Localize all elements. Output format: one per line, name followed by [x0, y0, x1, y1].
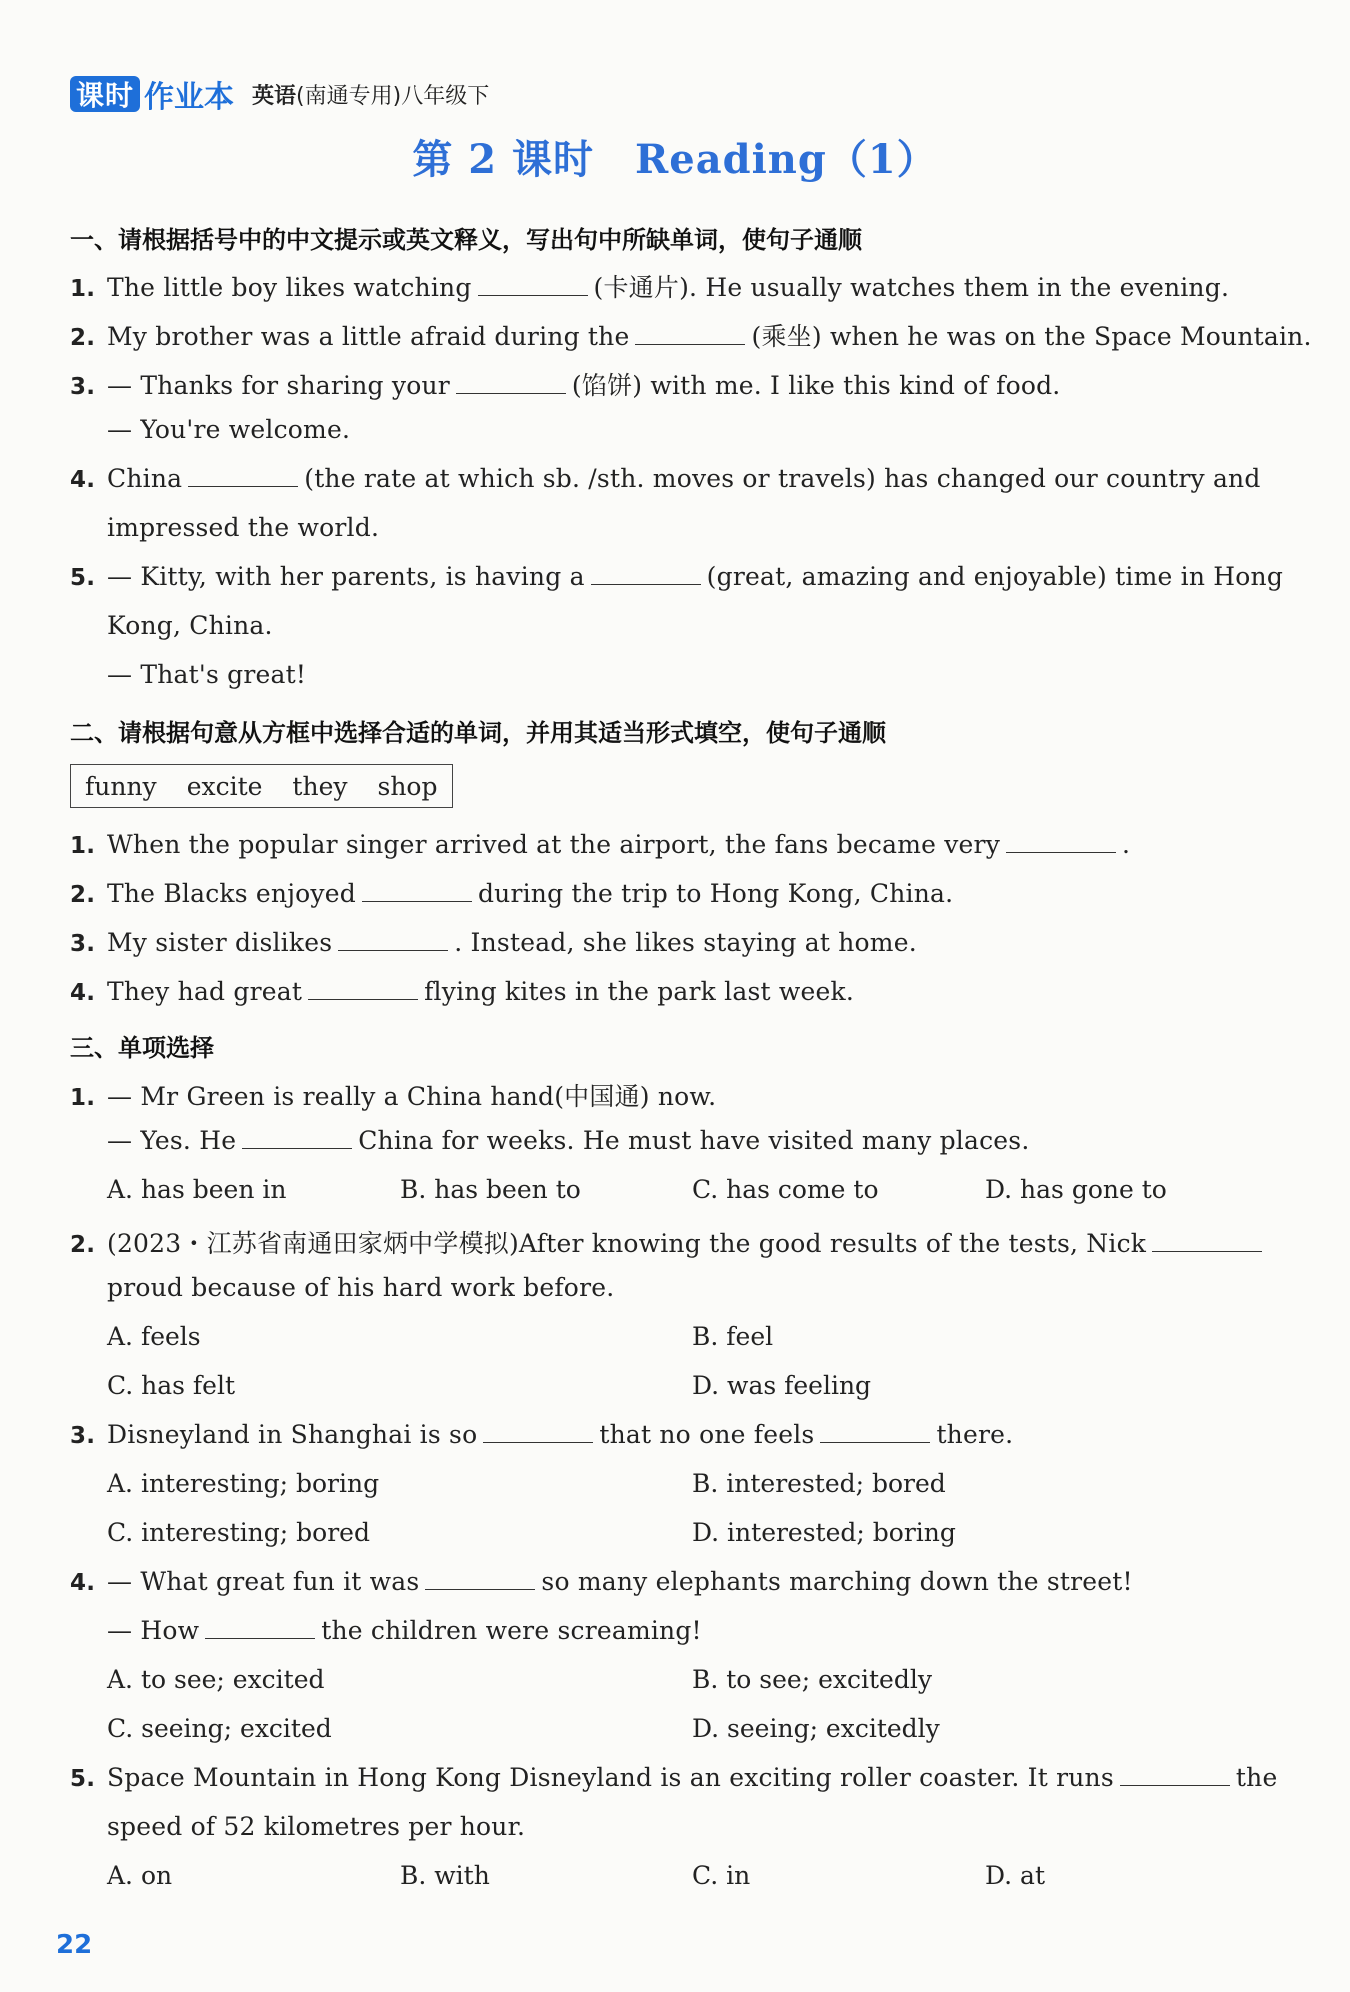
word-option: they: [292, 771, 348, 801]
answer-blank[interactable]: [1152, 1229, 1262, 1252]
p1-q2: 2. My brother was a little afraid during the (乘坐) when he was on the Space Mountain.: [70, 322, 1312, 351]
p3-q4-reply: — How the children were screaming!: [107, 1616, 702, 1645]
p3-q2-cont: proud because of his hard work before.: [107, 1273, 615, 1302]
section-3-heading: 三、单项选择: [70, 1034, 214, 1062]
answer-blank[interactable]: [1006, 830, 1116, 853]
page-header: [70, 72, 489, 116]
option-a[interactable]: A. on: [107, 1861, 173, 1890]
p1-q3: 3. — Thanks for sharing your (馅饼) with me. I like this kind of food.: [70, 371, 1061, 400]
brand-name: 作业本: [144, 80, 235, 115]
word-option: shop: [377, 771, 438, 801]
page-number: 22: [56, 1930, 93, 1960]
answer-blank[interactable]: [820, 1420, 930, 1443]
option-c[interactable]: C. in: [692, 1861, 751, 1890]
p3-q1: 1. — Mr Green is really a China hand(中国通) now.: [70, 1082, 717, 1111]
option-c[interactable]: C. seeing; excited: [107, 1714, 332, 1743]
brand-logo: 课时: [70, 76, 140, 112]
word-option: excite: [186, 771, 263, 801]
answer-blank[interactable]: [1120, 1763, 1230, 1786]
option-a[interactable]: A. interesting; boring: [107, 1469, 380, 1498]
option-c[interactable]: C. has come to: [692, 1175, 879, 1204]
option-d[interactable]: D. has gone to: [985, 1175, 1167, 1204]
p1-q4-cont: impressed the world.: [107, 513, 380, 542]
lesson-title: 第 2 课时 Reading（1）: [412, 136, 938, 183]
p1-q5-reply: — That's great!: [107, 660, 307, 689]
answer-blank[interactable]: [362, 879, 472, 902]
option-a[interactable]: A. feels: [107, 1322, 201, 1351]
answer-blank[interactable]: [242, 1126, 352, 1149]
book-series: 英语(南通专用)八年级下: [252, 83, 490, 109]
p1-q1: 1. The little boy likes watching (卡通片). He usually watches them in the evening.: [70, 273, 1230, 302]
p3-q2: 2. (2023・江苏省南通田家炳中学模拟)After knowing the good results of the tests, Nick: [70, 1224, 1285, 1260]
answer-blank[interactable]: [635, 322, 745, 345]
option-c[interactable]: C. interesting; bored: [107, 1518, 370, 1547]
p1-q3-reply: — You're welcome.: [107, 415, 351, 444]
answer-blank[interactable]: [188, 464, 298, 487]
answer-blank[interactable]: [205, 1616, 315, 1639]
word-box: [70, 764, 453, 808]
p2-q3: 3. My sister dislikes . Instead, she likes staying at home.: [70, 928, 917, 957]
p3-q5: 5. Space Mountain in Hong Kong Disneyland is an exciting roller coaster. It runs the: [70, 1763, 1278, 1792]
p3-q4: 4. — What great fun it was so many elephants marching down the street!: [70, 1567, 1133, 1596]
answer-blank[interactable]: [483, 1420, 593, 1443]
p3-q3: 3. Disneyland in Shanghai is so that no one feels there.: [70, 1420, 1014, 1449]
option-d[interactable]: D. seeing; excitedly: [692, 1714, 940, 1743]
answer-blank[interactable]: [478, 273, 588, 296]
p1-q4: 4. China (the rate at which sb. /sth. moves or travels) has changed our country and: [70, 464, 1261, 493]
p3-q1-reply: — Yes. He China for weeks. He must have visited many places.: [107, 1126, 1030, 1155]
option-b[interactable]: B. feel: [692, 1322, 774, 1351]
answer-blank[interactable]: [338, 928, 448, 951]
option-d[interactable]: D. interested; boring: [692, 1518, 956, 1547]
p2-q2: 2. The Blacks enjoyed during the trip to Hong Kong, China.: [70, 879, 954, 908]
option-c[interactable]: C. has felt: [107, 1371, 236, 1400]
option-a[interactable]: A. has been in: [107, 1175, 287, 1204]
p2-q1: 1. When the popular singer arrived at the airport, the fans became very .: [70, 830, 1131, 859]
answer-blank[interactable]: [591, 562, 701, 585]
option-d[interactable]: D. at: [985, 1861, 1045, 1890]
section-2-heading: 二、请根据句意从方框中选择合适的单词，并用其适当形式填空，使句子通顺: [70, 719, 886, 747]
p3-q5-cont: speed of 52 kilometres per hour.: [107, 1812, 526, 1841]
option-a[interactable]: A. to see; excited: [107, 1665, 325, 1694]
answer-blank[interactable]: [456, 371, 566, 394]
p1-q5-cont: Kong, China.: [107, 611, 273, 640]
word-option: funny: [85, 771, 157, 801]
p1-q5: 5. — Kitty, with her parents, is having a (great, amazing and enjoyable) time in Hong: [70, 562, 1284, 591]
p2-q4: 4. They had great flying kites in the park last week.: [70, 977, 854, 1006]
option-b[interactable]: B. to see; excitedly: [692, 1665, 932, 1694]
option-b[interactable]: B. interested; bored: [692, 1469, 946, 1498]
option-b[interactable]: B. has been to: [400, 1175, 581, 1204]
answer-blank[interactable]: [308, 977, 418, 1000]
answer-blank[interactable]: [425, 1567, 535, 1590]
option-d[interactable]: D. was feeling: [692, 1371, 872, 1400]
section-1-heading: 一、请根据括号中的中文提示或英文释义，写出句中所缺单词，使句子通顺: [70, 226, 862, 254]
option-b[interactable]: B. with: [400, 1861, 490, 1890]
